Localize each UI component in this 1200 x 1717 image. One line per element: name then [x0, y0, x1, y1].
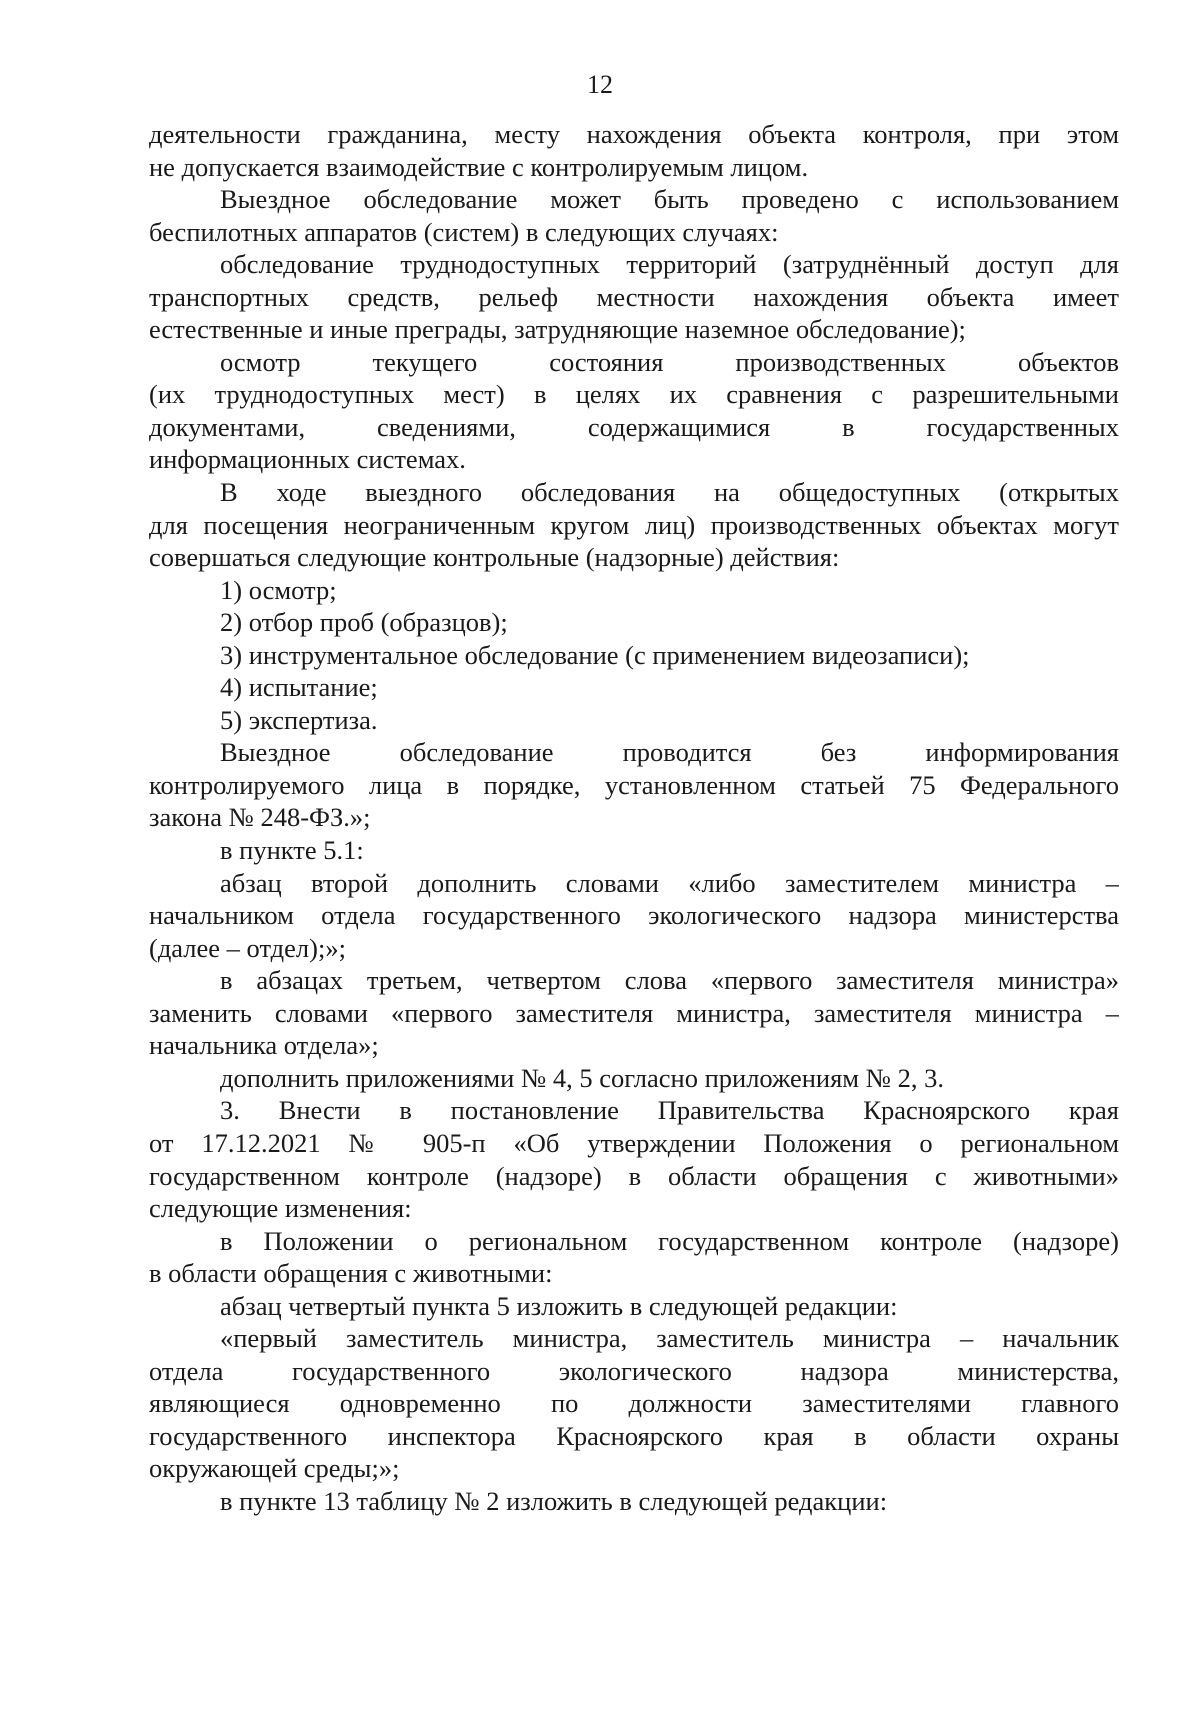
text-line: документами, сведениями, содержащимися в государственных	[149, 411, 1119, 442]
text-line: абзац четвертый пункта 5 изложить в следующей редакции:	[220, 1290, 898, 1321]
text-line: контролируемого лица в порядке, установленном статьей 75 Федерального	[149, 769, 1119, 800]
text-line: 2) отбор проб (образцов);	[220, 607, 508, 638]
text-line: (их труднодоступных мест) в целях их сравнения с разрешительными	[149, 379, 1119, 410]
text-line: от 17.12.2021 № 905-п «Об утверждении Положения о региональном	[149, 1127, 1119, 1158]
text-line: окружающей среды;»;	[149, 1453, 400, 1484]
text-line: (далее – отдел);»;	[149, 932, 346, 963]
document-body	[149, 118, 1119, 1518]
text-line: осмотр текущего состояния производственных объектов	[220, 346, 1119, 377]
text-line: абзац второй дополнить словами «либо заместителем министра –	[220, 867, 1119, 898]
page-number: 12	[587, 70, 613, 99]
text-line: Выездное обследование может быть проведено с использованием	[220, 184, 1119, 215]
text-line: 4) испытание;	[220, 672, 378, 703]
text-line: беспилотных аппаратов (систем) в следующих случаях:	[149, 216, 779, 247]
text-line: государственного инспектора Красноярского края в области охраны	[149, 1420, 1119, 1451]
text-line: являющиеся одновременно по должности заместителями главного	[149, 1388, 1119, 1419]
text-line: 5) экспертиза.	[220, 704, 378, 735]
text-line: Выездное обследование проводится без информирования	[220, 737, 1119, 768]
text-line: не допускается взаимодействие с контролируемым лицом.	[149, 151, 809, 182]
text-line: деятельности гражданина, месту нахождения объекта контроля, при этом	[149, 119, 1119, 149]
text-line: 1) осмотр;	[220, 574, 337, 605]
text-line: «первый заместитель министра, заместитель министра – начальник	[220, 1323, 1119, 1354]
text-line: 3. Внести в постановление Правительства Красноярского края	[220, 1095, 1119, 1126]
text-line: закона № 248-ФЗ.»;	[149, 802, 371, 833]
text-line: В ходе выездного обследования на общедоступных (открытых	[220, 477, 1119, 508]
text-line: транспортных средств, рельеф местности нахождения объекта имеет	[149, 281, 1119, 312]
text-line: в области обращения с животными:	[149, 1258, 553, 1289]
text-line: информационных системах.	[149, 444, 466, 475]
text-line: в пункте 13 таблицу № 2 изложить в следующей редакции:	[220, 1485, 888, 1516]
text-line: в абзацах третьем, четвертом слова «первого заместителя министра»	[220, 965, 1119, 996]
text-line: начальника отдела»;	[149, 1030, 379, 1061]
text-line: отдела государственного экологического надзора министерства,	[149, 1355, 1119, 1386]
text-line: заменить словами «первого заместителя министра, заместителя министра –	[149, 997, 1119, 1028]
text-line: следующие изменения:	[149, 1193, 412, 1224]
text-line: начальником отдела государственного экологического надзора министерства	[149, 900, 1119, 931]
text-line: государственном контроле (надзоре) в области обращения с животными»	[149, 1160, 1119, 1191]
text-line: дополнить приложениями № 4, 5 согласно приложениям № 2, 3.	[220, 1062, 944, 1093]
text-line: 3) инструментальное обследование (с применением видеозаписи);	[220, 639, 970, 670]
text-line: в пункте 5.1:	[220, 835, 364, 866]
text-line: в Положении о региональном государственном контроле (надзоре)	[220, 1225, 1119, 1256]
text-line: для посещения неограниченным кругом лиц) производственных объектах могут	[149, 509, 1119, 540]
text-line: обследование труднодоступных территорий (затруднённый доступ для	[220, 249, 1119, 280]
text-line: совершаться следующие контрольные (надзорные) действия:	[149, 542, 840, 573]
text-line: естественные и иные преграды, затрудняющие наземное обследование);	[149, 314, 966, 345]
